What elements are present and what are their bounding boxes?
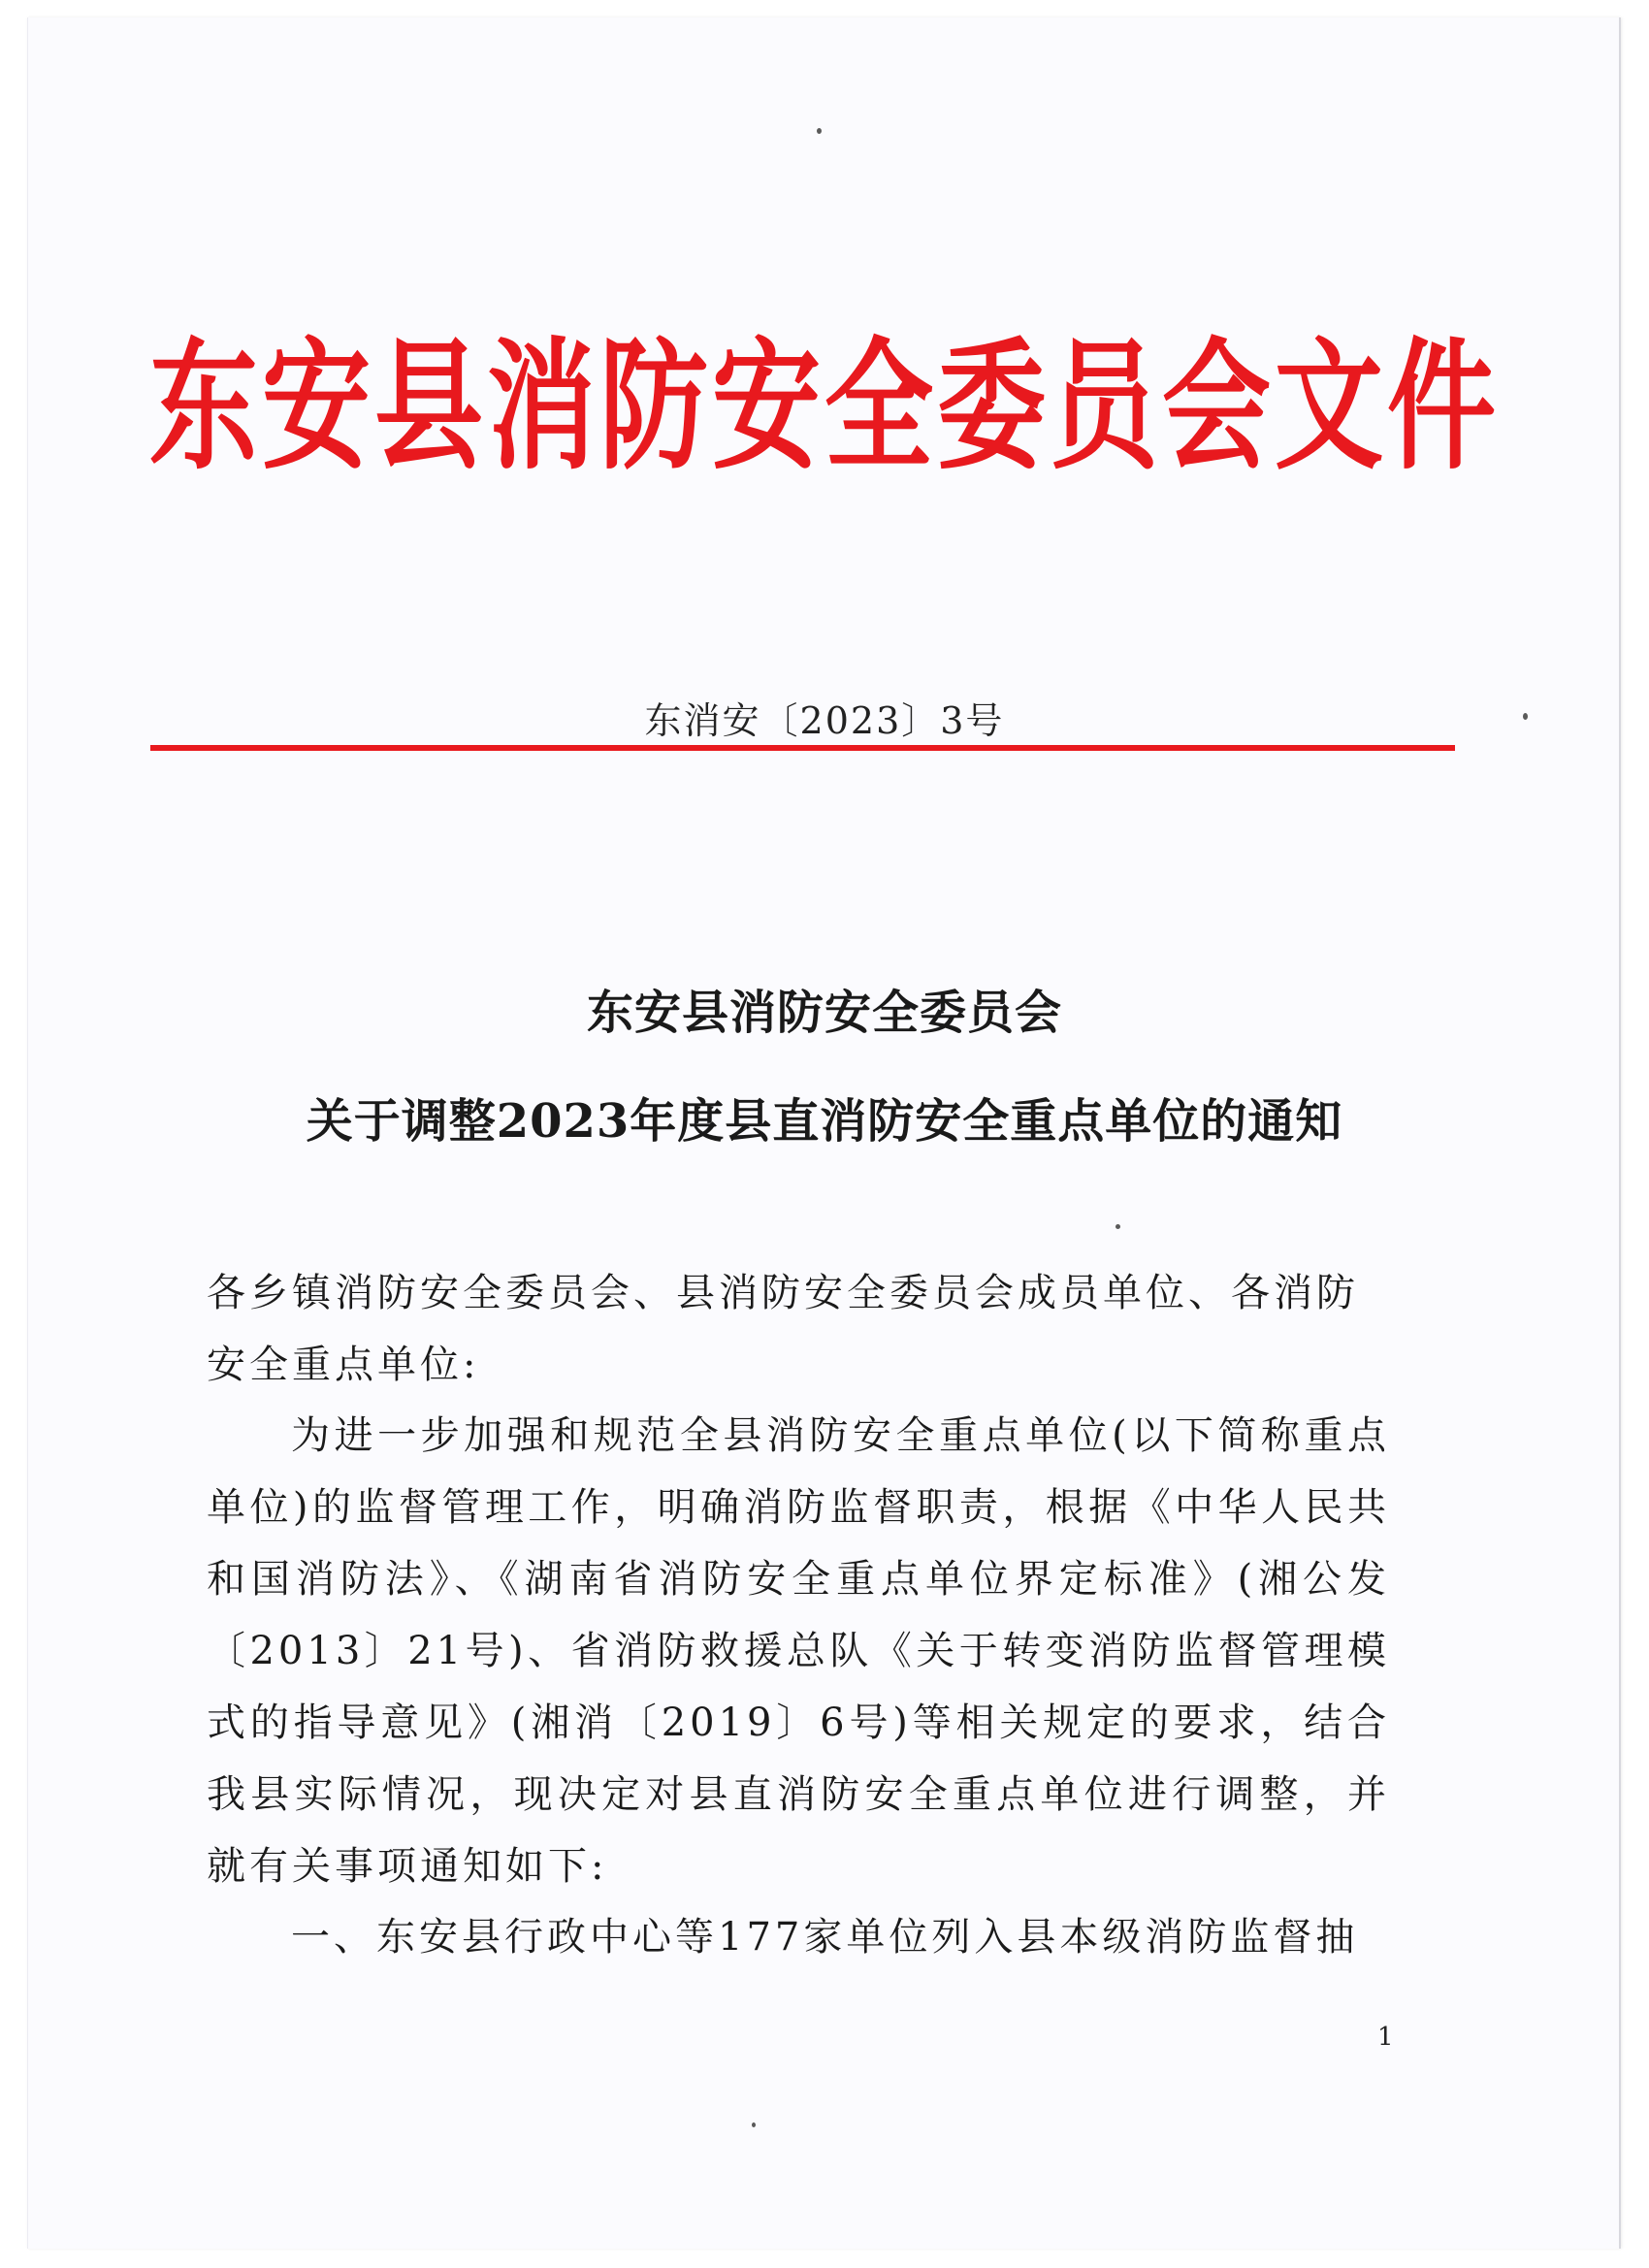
intro-paragraph: 为进一步加强和规范全县消防安全重点单位(以下简称重点单位)的监督管理工作，明确消防监督职责，根据《中华人民共和国消防法》、《湖南省消防安全重点单位界定标准》(湘公发〔2013〕21号)、省消防救援总队《关于转变消防监督管理模式的指导意见》(湘消〔2019〕6号)等相关规定的要求，结合我县实际情况，现决定对县直消防安全重点单位进行调整，并就有关事项通知如下: (207, 1413, 1390, 1889)
subject-line-2: 关于调整2023年度县直消防安全重点单位的通知 (306, 1094, 1343, 1149)
scan-speck (752, 2122, 756, 2127)
scan-speck (1116, 1224, 1120, 1229)
document-number: 东消安〔2023〕3号 (644, 699, 1005, 742)
addressee: 各乡镇消防安全委员会、县消防安全委员会成员单位、各消防安全重点单位: (207, 1271, 1359, 1387)
subject-line-1: 东安县消防安全委员会 (586, 986, 1062, 1040)
org-header-title: 东安县消防安全委员会文件 (149, 325, 1500, 490)
scan-speck (817, 128, 822, 134)
scan-speck (1523, 713, 1528, 720)
item-1: 一、东安县行政中心等177家单位列入县本级消防监督抽 (291, 1915, 1359, 1960)
page-number: 1 (1377, 2023, 1394, 2052)
red-separator-line (150, 745, 1455, 751)
